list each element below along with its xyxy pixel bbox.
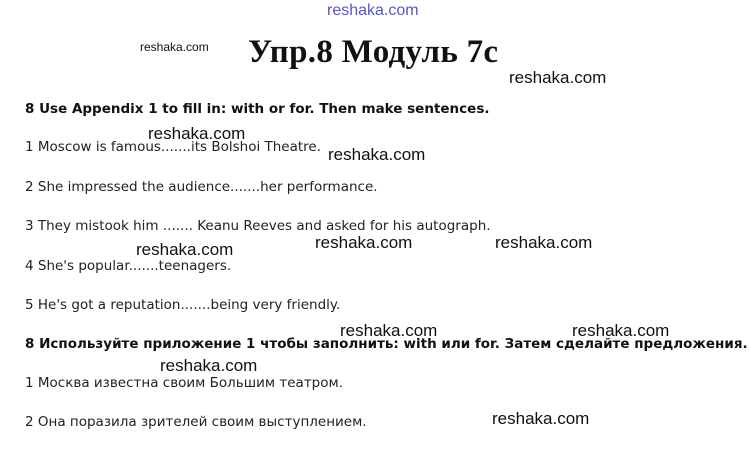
watermark: reshaka.com — [160, 356, 258, 375]
russian-item-1: 1 Москва известна своим Большим театром. — [25, 375, 343, 391]
watermark: reshaka.com — [328, 145, 426, 164]
page-title: Упр.8 Модуль 7c — [248, 34, 499, 70]
russian-heading: 8 Используйте приложение 1 чтобы заполнить: with или for. Затем сделайте предложения. — [25, 336, 748, 352]
english-item-5: 5 He's got a reputation.......being very friendly. — [25, 297, 341, 313]
english-heading: 8 Use Appendix 1 to fill in: with or for. Then make sentences. — [25, 101, 490, 117]
english-item-2: 2 She impressed the audience.......her performance. — [25, 179, 378, 195]
english-item-1: 1 Moscow is famous.......its Bolshoi Theatre. — [25, 139, 322, 155]
watermark: reshaka.com — [136, 240, 234, 259]
watermark: reshaka.com — [495, 233, 593, 252]
watermark-top: reshaka.com — [327, 2, 419, 19]
watermark: reshaka.com — [315, 233, 413, 252]
watermark: reshaka.com — [509, 68, 607, 87]
watermark: reshaka.com — [148, 124, 246, 143]
english-item-3: 3 They mistook him ....... Keanu Reeves and asked for his autograph. — [25, 218, 491, 234]
watermark: reshaka.com — [572, 321, 670, 340]
russian-item-2: 2 Она поразила зрителей своим выступлением. — [25, 414, 367, 430]
watermark-small: reshaka.com — [140, 40, 209, 54]
english-item-4: 4 She's popular.......teenagers. — [25, 258, 232, 274]
watermark: reshaka.com — [340, 321, 438, 340]
watermark: reshaka.com — [492, 409, 590, 428]
